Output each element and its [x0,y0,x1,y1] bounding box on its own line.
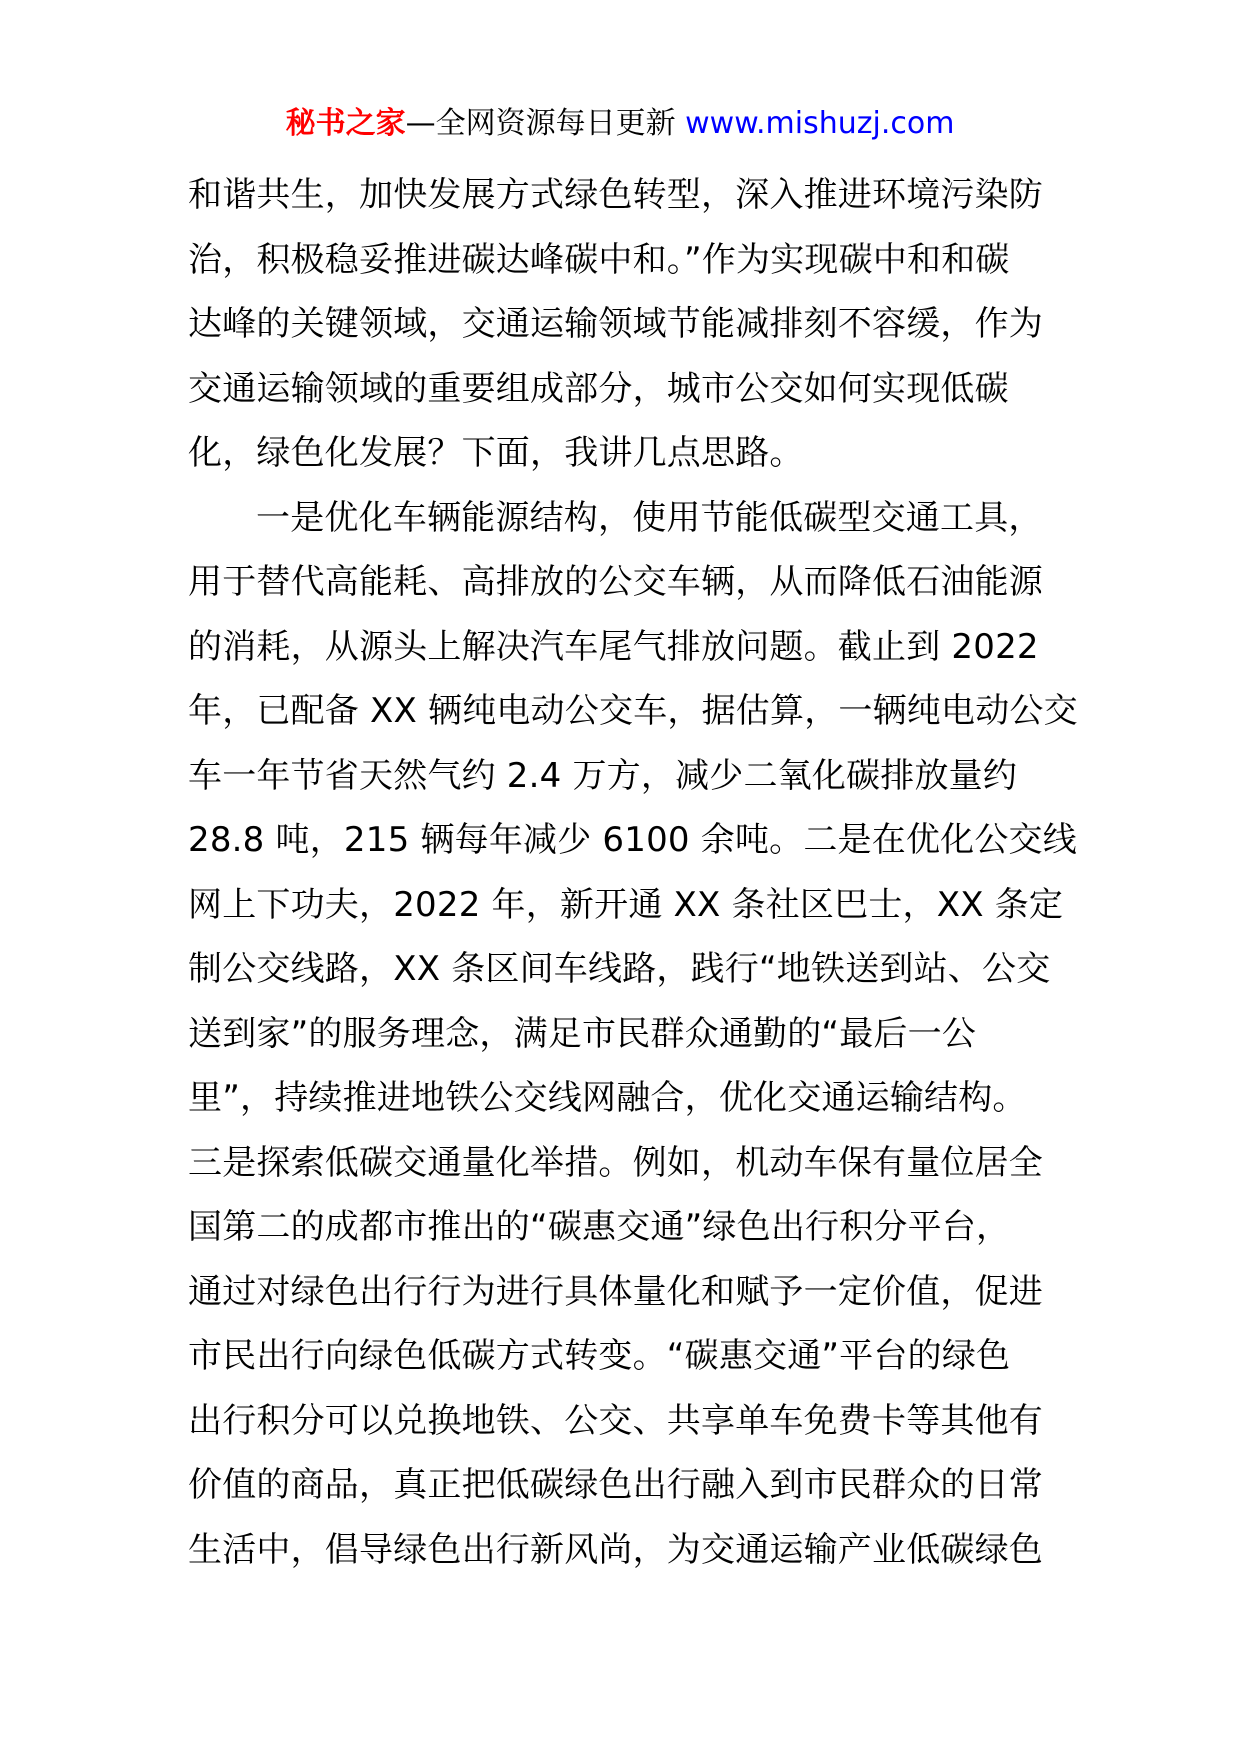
text-line: 里”，持续推进地铁公交线网融合，优化交通运输结构。 [188,1078,1027,1118]
text-line: 用于替代高能耗、高排放的公交车辆，从而降低石油能源 [188,562,1043,602]
text-line: 28.8 吨，215 辆每年减少 6100 余吨。二是在优化公交线 [188,820,1077,860]
text-line: 治，积极稳妥推进碳达峰碳中和。”作为实现碳中和和碳 [188,239,1010,280]
text-line: 达峰的关键领域，交通运输领域节能减排刻不容缓，作为 [188,304,1043,344]
text-line: 三是探索低碳交通量化举措。例如，机动车保有量位居全 [188,1142,1043,1183]
text-line: 的消耗，从源头上解决汽车尾气排放问题。截止到 2022 [188,626,1039,667]
text-line: 网上下功夫，2022 年，新开通 XX 条社区巴士，XX 条定 [188,884,1064,925]
paragraph-first-line: 一是优化车辆能源结构，使用节能低碳型交通工具， [256,497,1043,538]
text-line: 制公交线路，XX 条区间车线路，践行“地铁送到站、公交 [188,949,1051,989]
text-line: 和谐共生，加快发展方式绿色转型，深入推进环境污染防 [188,175,1043,215]
header-url-link[interactable]: www.mishuzj.com [685,106,955,141]
text-line: 国第二的成都市推出的“碳惠交通”绿色出行积分平台， [188,1207,1011,1247]
header-brand: 秘书之家 [285,106,406,141]
text-line: 年，已配备 XX 辆纯电动公交车，据估算，一辆纯电动公交 [188,691,1078,731]
text-line: 通过对绿色出行行为进行具体量化和赋予一定价值，促进 [188,1271,1043,1312]
page-header [0,102,1240,146]
text-line: 送到家”的服务理念，满足市民群众通勤的“最后一公 [188,1013,977,1054]
text-line: 交通运输领域的重要组成部分，城市公交如何实现低碳 [188,368,1009,409]
text-line: 车一年节省天然气约 2.4 万方，减少二氧化碳排放量约 [188,755,1018,796]
text-line: 价值的商品，真正把低碳绿色出行融入到市民群众的日常 [188,1465,1043,1505]
text-line: 市民出行向绿色低碳方式转变。“碳惠交通”平台的绿色 [188,1336,1011,1376]
header-slogan: —全网资源每日更新 [405,106,676,141]
document-body [188,163,1078,1582]
text-line: 生活中，倡导绿色出行新风尚，为交通运输产业低碳绿色 [188,1529,1043,1570]
text-line: 出行积分可以兑换地铁、公交、共享单车免费卡等其他有 [188,1400,1043,1441]
text-line: 化，绿色化发展？下面，我讲几点思路。 [188,433,804,473]
